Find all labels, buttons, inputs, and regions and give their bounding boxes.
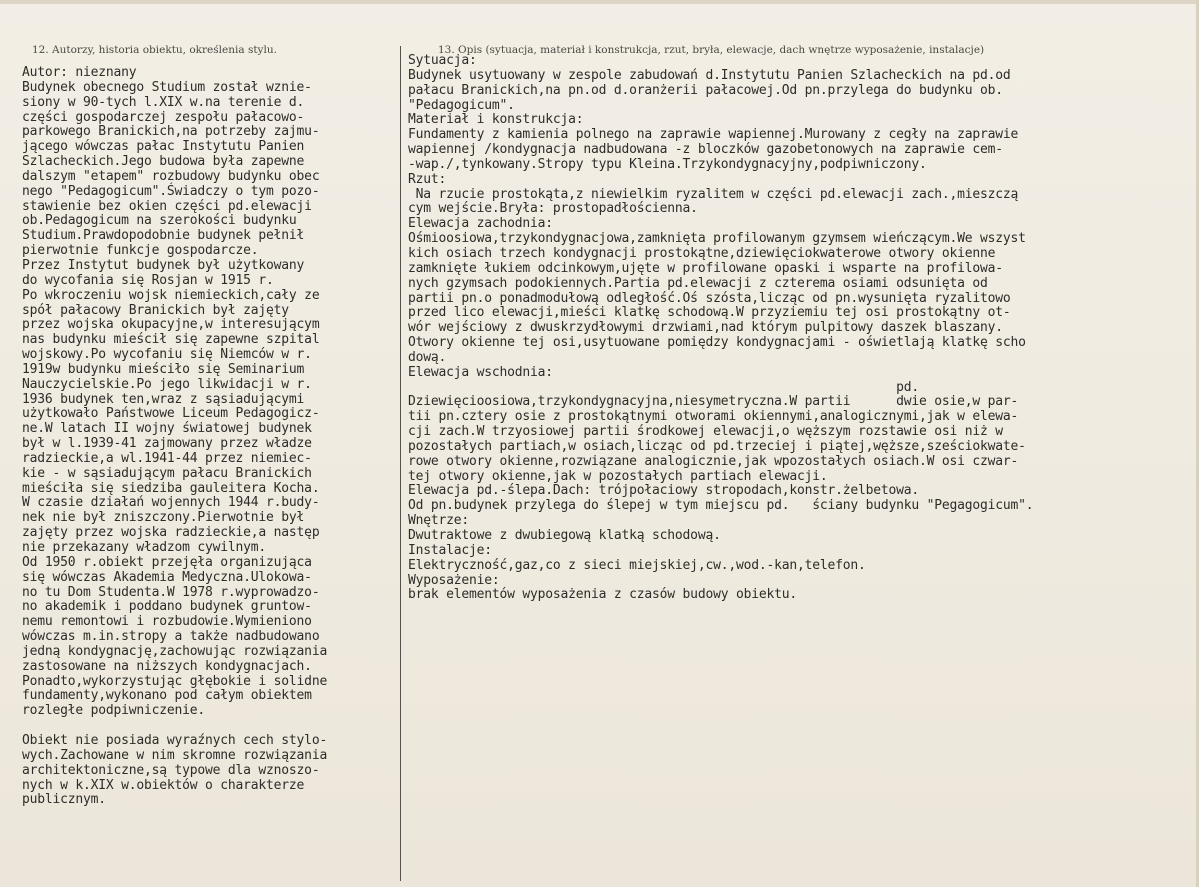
history-text: Autor: nieznany Budynek obecnego Studium został wznie- siony w 90-tych l.XIX w.na terenie d. części gospodarczej zespołu pałacowo- parkowego Branickich,na potrzeby zajmu- jącego wówczas pałac Instytutu Panien Szlacheckich.Jego budowa była zapewne dalszym "etapem" rozbudowy budynku obec nego "Pedagogicum".Świadczy o tym pozo- stawienie bez okien części pd.elewacji ob.Pedagogicum na szerokości budynku Studium.Prawdopodobnie budynek pełnił pierwotnie funkcje gospodarcze. Przez Instytut budynek był użytkowany do wycofania się Rosjan w 1915 r. Po wkroczeniu wojsk niemieckich,cały ze spół pałacowy Branickich był zajęty przez wojska okupacyjne,w interesującym nas budynku mieścił się zapewne szpital wojskowy.Po wycofaniu się Niemców w r. 1919w budynku mieściło się Seminarium Nauczycielskie.Po jego likwidacji w r. 1936 budynek ten,wraz z sąsiadującymi użytkowało Państwowe Liceum Pedagogicz- ne.W latach II wojny światowej budynek był w l.1939-41 zajmowany przez władze radzieckie,a wl.1941-44 przez niemiec- kie - w sąsiadującym pałacu Branickich mieściła się siedziba gauleitera Kocha. W czasie działań wojennych 1944 r.budy- nek nie był zniszczony.Pierwotnie był zajęty przez wojska radzieckie,a następ nie przekazany władzom cywilnym. Od 1950 r.obiekt przejęła organizująca się wówczas Akademia Medyczna.Ulokowa- no tu Dom Studenta.W 1978 r.wyprowadzo- no akademik i poddano budynek gruntow- nemu remontowi i rozbudowie.Wymieniono wówczas m.in.stropy a także nadbudowano jedną kondygnację,zachowując rozwiązania zastosowane na niższych kondygnacjach. Ponadto,wykorzystując głębokie i solidne fundamenty,wykonano pod całym obiektem rozległe podpiwniczenie. Obiekt nie posiada wyraźnych cech stylo- wych.Zachowane w nim skromne rozwiązania architektoniczne,są typowe dla wznoszo- nych w k.XIX w.obiektów o charakterze publicznym. <box>22 65 328 808</box>
description-text: Sytuacja: Budynek usytuowany w zespole zabudowań d.Instytutu Panien Szlacheckich na pd.od pałacu Branickich,na pn.od d.oranżerii pałacowej.Od pn.przylega do budynku ob. "Pedagogicum". Materiał i konstrukcja: Fundamenty z kamienia polnego na zaprawie wapiennej.Murowany z cegły na zaprawie wapiennej /kondygnacja nadbudowana -z bloczków gazobetonowych na zaprawie cem- -wap./,tynkowany.Stropy typu Kleina.Trzykondygnacyjny,podpiwniczony. Rzut: Na rzucie prostokąta,z niewielkim ryzalitem w części pd.elewacji zach.,mieszczą cym wejście.Bryła: prostopadłościenna. Elewacja zachodnia: Ośmioosiowa,trzykondygnacjowa,zamknięta profilowanym gzymsem wieńczącym.We wszyst kich osiach trzech kondygnacji prostokątne,dziewięciokwaterowe otwory okienne zamknięte łukiem odcinkowym,ujęte w profilowane opaski i wsparte na profilowa- nych gzymsach podokiennych.Partia pd.elewacji z czterema osiami odsunięta od partii pn.o ponadmodułową odległość.Oś szósta,licząc od pn.wysunięta ryzalitowo przed lico elewacji,mieści klatkę schodową.W przyziemiu tej osi prostokątny ot- wór wejściowy z dwuskrzydłowymi drzwiami,nad którym pulpitowy daszek blaszany. Otwory okienne tej osi,usytuowane pomiędzy kondygnacjami - oświetlają klatkę scho dową. Elewacja wschodnia: pd. Dziewięcioosiowa,trzykondygnacyjna,niesymetryczna.W partii dwie osie,w par- tii pn.cztery osie z prostokątnymi otworami okiennymi,analogicznymi,jak w elewa- cji zach.W trzyosiowej partii środkowej elewacji,o węższym rozstawie osi niż w pozostałych partiach,w osiach,licząc od pd.trzeciej i piątej,węższe,sześciokwate- rowe otwory okienne,rozwiązane analogicznie,jak wpozostałych osiach.W osi czwar- tej otwory okienne,jak w pozostałych partiach elewacji. Elewacja pd.-ślepa.Dach: trójpołaciowy stropodach,konstr.żelbetowa. Od pn.budynek przylega do ślepej w tym miejscu pd. ściany budynku "Pegagogicum". Wnętrze: Dwutraktowe z dwubiegową klatką schodową. Instalacje: Elektryczność,gaz,co z sieci miejskiej,cw.,wod.-kan,telefon. Wyposażenie: brak elementów wyposażenia z czasów budowy obiektu. <box>408 53 1034 603</box>
card-top-edge <box>0 0 1199 4</box>
section-12-header: 12. Autorzy, historia obiektu, określenia stylu. <box>32 44 277 56</box>
section-13-header: 13. Opis (sytuacja, materiał i konstrukcja, rzut, bryła, elewacje, dach wnętrze wyposażenie, instalacje) <box>438 44 985 56</box>
column-divider <box>400 46 401 881</box>
